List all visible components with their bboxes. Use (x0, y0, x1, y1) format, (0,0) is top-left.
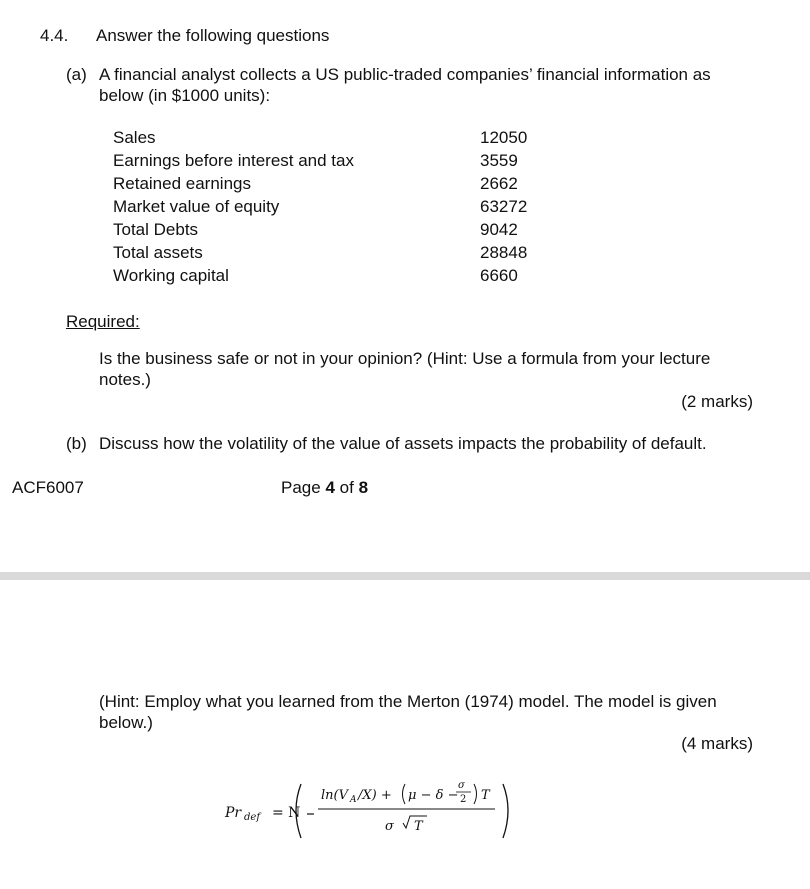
financial-label: Sales (113, 128, 156, 147)
financial-value: 2662 (480, 174, 518, 193)
course-code: ACF6007 (12, 478, 84, 497)
formula-denominator-sigma: σ (385, 819, 394, 834)
page-number (281, 478, 368, 498)
formula-slash-x: /X) + (358, 788, 392, 803)
financial-row (113, 196, 543, 218)
financial-value: 3559 (480, 151, 518, 170)
question-heading: Answer the following questions (96, 26, 330, 45)
financial-row (113, 242, 543, 264)
financial-label: Total assets (113, 243, 203, 262)
financial-value: 9042 (480, 220, 518, 239)
formula-sigma-squared: σ (458, 780, 465, 791)
part-a-marks: (2 marks) (681, 392, 753, 411)
hint-line1: (Hint: Employ what you learned from the Merton (1974) model. The model is given (99, 692, 717, 711)
inner-left-paren (403, 784, 406, 804)
question-number: 4.4. (40, 26, 69, 45)
financial-label: Retained earnings (113, 174, 251, 193)
financial-value: 12050 (480, 128, 528, 147)
financial-label: Market value of equity (113, 197, 280, 216)
part-a-intro-line2: below (in $1000 units): (99, 86, 271, 105)
financial-label: Working capital (113, 266, 229, 285)
required-question-line2: notes.) (99, 370, 151, 389)
required-question-line1: Is the business safe or not in your opinion? (Hint: Use a formula from your lecture (99, 349, 711, 368)
financial-row (113, 150, 543, 172)
formula-def-sub: def (244, 812, 261, 823)
page-total: 8 (358, 478, 369, 497)
financial-row (113, 127, 543, 149)
inner-right-paren (474, 784, 477, 804)
formula-equals-n: = N (272, 805, 301, 821)
financial-value: 63272 (480, 197, 528, 216)
formula-t: T (481, 788, 490, 803)
page-word: Page (281, 478, 321, 497)
merton-formula (215, 770, 525, 850)
page-break-separator (0, 572, 810, 580)
formula-pr: Pr (225, 805, 242, 821)
formula-sqrt-t: T (414, 819, 423, 834)
formula-mu-delta: μ − δ − (408, 788, 459, 803)
page-current: 4 (325, 478, 335, 497)
page-of: of (339, 478, 354, 497)
part-a-label: (a) (66, 65, 87, 84)
financial-row (113, 173, 543, 195)
financial-label: Earnings before interest and tax (113, 151, 354, 170)
part-b-question: Discuss how the volatility of the value of assets impacts the probability of default. (99, 434, 707, 453)
part-b-marks: (4 marks) (681, 734, 753, 753)
formula-two: 2 (460, 794, 467, 805)
formula-sub-a: A (350, 795, 357, 805)
part-b-label: (b) (66, 434, 87, 453)
financial-row (113, 219, 543, 241)
financial-value: 6660 (480, 266, 518, 285)
financial-row (113, 265, 543, 287)
right-paren-large (503, 784, 508, 838)
financial-label: Total Debts (113, 220, 199, 239)
required-heading: Required: (66, 312, 140, 331)
formula-ln: ln(V (321, 788, 348, 803)
hint-line2: below.) (99, 713, 153, 732)
part-a-intro-line1: A financial analyst collects a US public-traded companies’ financial information as (99, 65, 711, 84)
financial-value: 28848 (480, 243, 528, 262)
